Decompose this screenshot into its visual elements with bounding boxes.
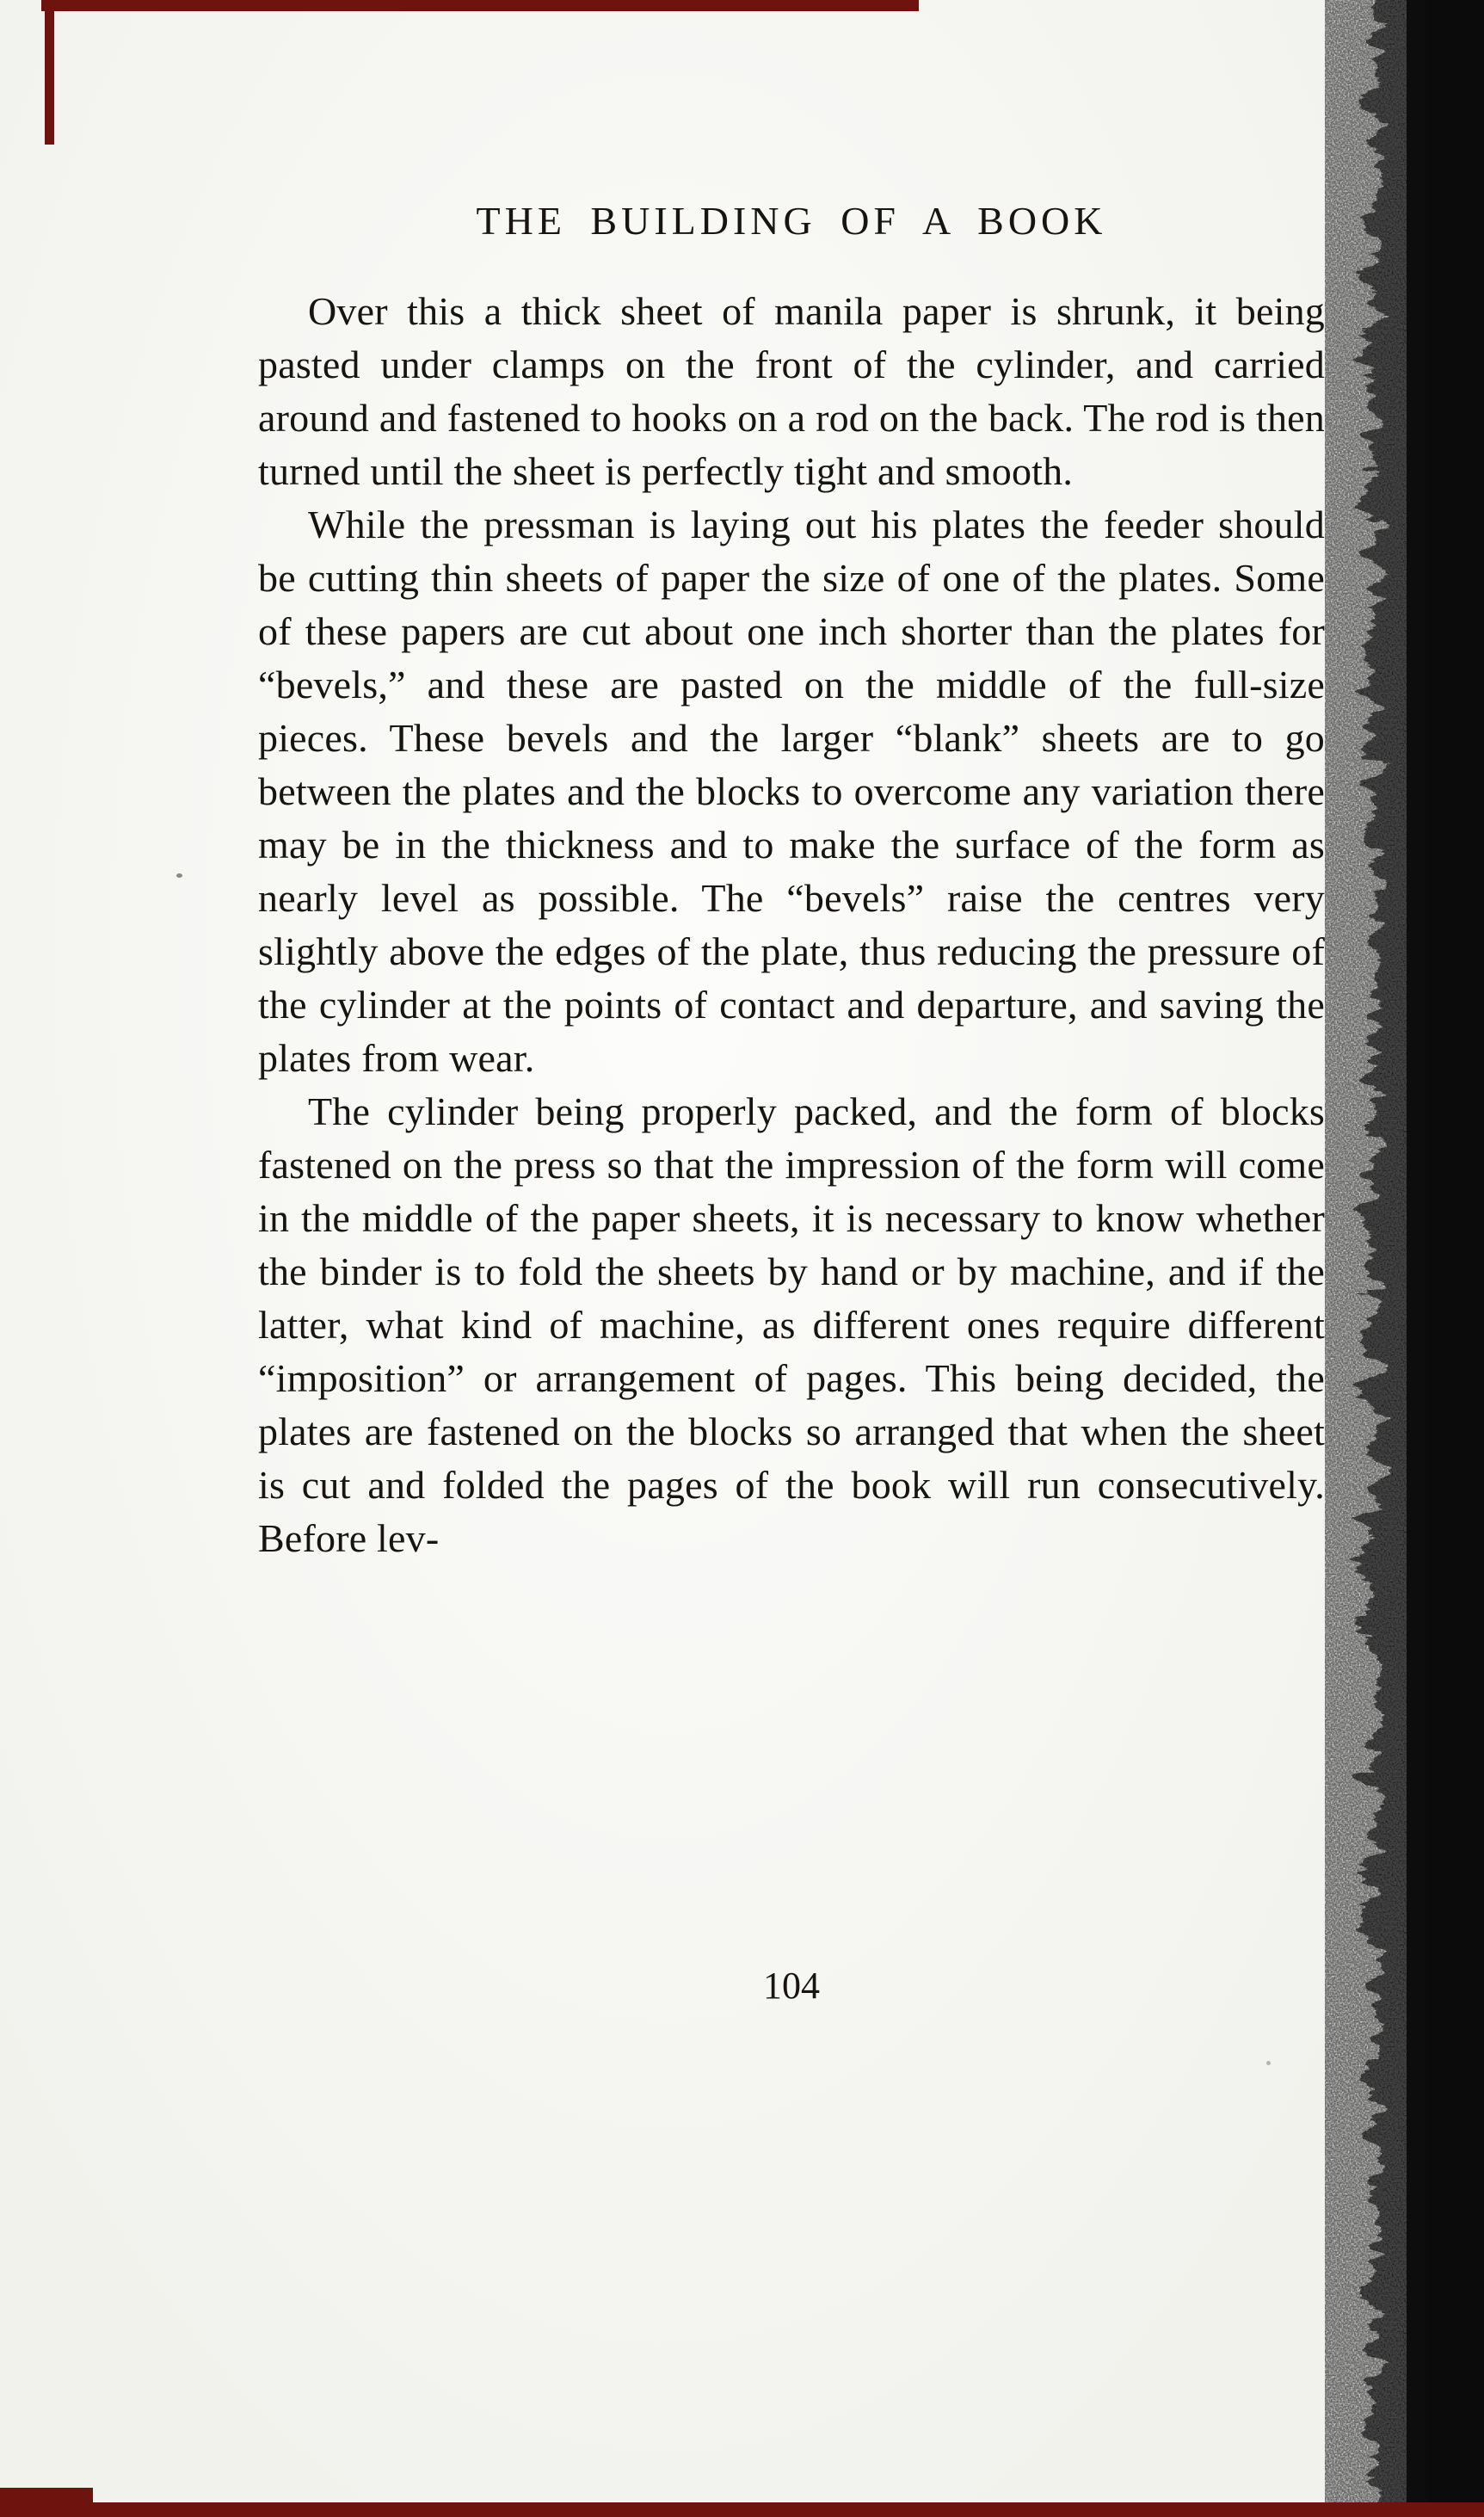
page-content xyxy=(258,198,1325,1565)
scan-edge-solid xyxy=(1428,0,1484,2517)
scan-speck xyxy=(1266,2061,1271,2065)
paragraph: Over this a thick sheet of manila paper is shrunk, it being pasted under clamps on the front of the cylinder, and carried around and fastened to hooks on a rod on the back. The rod is then turned until the sheet is perfectly tight and smooth. xyxy=(258,289,1325,493)
scan-artifact-left-bar xyxy=(45,0,54,145)
scan-artifact-bottom-left-block xyxy=(0,2488,93,2517)
scan-artifact-top-bar xyxy=(41,0,919,11)
paragraph: The cylinder being properly packed, and the form of blocks fastened on the press so that the impression of the form will come in the middle of the paper sheets, it is necessary to know whether the binder is to fold the sheets by hand or by machine, and if the latter, what kind of machine, as different ones require different “imposition” or arrangement of pages. This being decided, the plates are fastened on the blocks so arranged that when the sheet is cut and folded the pages of the book will run consecutively. Before lev- xyxy=(258,1089,1325,1560)
scan-artifact-bottom-bar xyxy=(0,2502,1484,2517)
page-number: 104 xyxy=(763,1965,820,2007)
page-title: THE BUILDING OF A BOOK xyxy=(476,199,1107,243)
scan-speck xyxy=(176,873,182,878)
book-gutter-shadow xyxy=(1325,0,1484,2517)
scan-edge-speckle xyxy=(1325,0,1407,2517)
paragraph: While the pressman is laying out his plates the feeder should be cutting thin sheets of paper the size of one of the plates. Some of these papers are cut about one inch shorter than the plates for “bevels,” and these are pasted on the middle of the full-size pieces. These bevels and the larger “blank” sheets are to go between the plates and the blocks to overcome any variation there may be in the thickness and to make the surface of the form as nearly level as possible. The “bevels” raise the centres very slightly above the edges of the plate, thus reducing the pressure of the cylinder at the points of contact and departure, and saving the plates from wear. xyxy=(258,503,1325,1080)
